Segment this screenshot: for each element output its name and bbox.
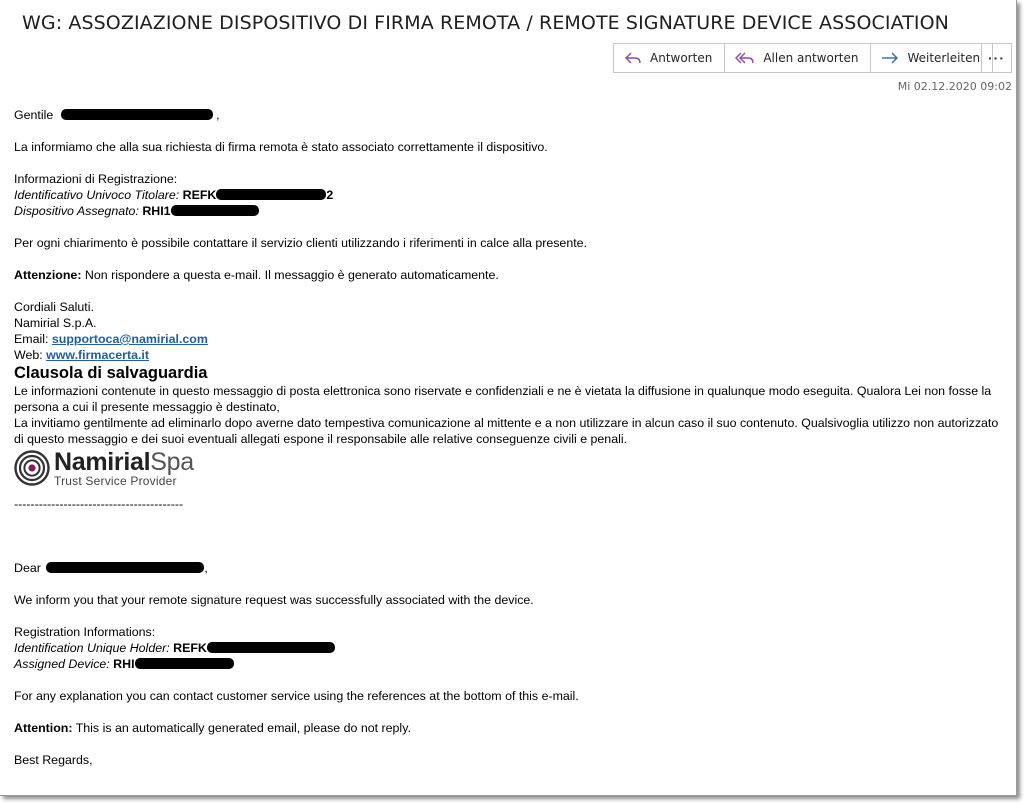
- reply-label: Antworten: [650, 51, 713, 65]
- support-email-link[interactable]: supportoca@namirial.com: [51, 332, 208, 346]
- en-greeting-line: [14, 560, 1009, 576]
- en-regards: Best Regards,: [14, 753, 93, 767]
- it-holder-suffix: 2: [326, 188, 334, 202]
- it-web-line: [14, 347, 1009, 363]
- message-actions: [614, 43, 993, 73]
- en-help: For any explanation you can contact customer service using the references at the bottom of this e-mail.: [14, 689, 579, 703]
- clause-paragraph-2: La invitiamo gentilmente ad eliminarlo dopo averne dato tempestiva comunicazione al mittente e a non utilizzare in alcun caso il suo contenuto. Qualsivoglia utilizzo non autorizzato di questo messaggio e dei suoi eventuali allegati espone il responsabile alle relative conseguenze civili e penali.: [14, 416, 999, 446]
- reply-icon: [624, 50, 642, 66]
- en-holder-line: [14, 640, 1009, 656]
- forward-arrow-icon: [881, 50, 899, 66]
- en-attention-label: Attention:: [14, 721, 73, 735]
- it-device-prefix: RHI1: [138, 204, 171, 218]
- clause-title: Clausola di salvaguardia: [14, 364, 208, 382]
- more-icon: ···: [988, 50, 1005, 66]
- it-device-label: Dispositivo Assegnato:: [14, 204, 139, 218]
- it-holder-prefix: REFK: [179, 188, 217, 202]
- en-holder-label: Identification Unique Holder:: [14, 641, 170, 655]
- namirial-target-icon: [14, 450, 50, 486]
- en-greeting-end: ,: [204, 561, 208, 575]
- en-attention-text: This is an automatically generated email, please do not reply.: [72, 721, 411, 735]
- en-device-line: [14, 656, 1009, 672]
- it-reg-heading: Informazioni di Registrazione:: [14, 172, 178, 186]
- it-company: Namirial S.p.A.: [14, 316, 97, 330]
- it-holder-label: Identificativo Univoco Titolare:: [14, 188, 180, 202]
- it-email-label: Email:: [14, 332, 52, 346]
- it-attention: [14, 267, 1009, 283]
- it-web-label: Web:: [14, 348, 47, 362]
- redacted-holder-id: [216, 189, 326, 200]
- forward-label: Weiterleiten: [907, 51, 981, 65]
- namirial-logo: [14, 450, 1009, 486]
- it-holder-line: [14, 187, 1009, 203]
- it-greeting-line: [14, 107, 1009, 123]
- it-intro: La informiamo che alla sua richiesta di firma remota è stato associato correttamente il dispositivo.: [14, 140, 548, 154]
- forward-button[interactable]: [870, 43, 993, 73]
- en-intro: We inform you that your remote signature request was successfully associated with the device.: [14, 593, 534, 607]
- redacted-name-en: [46, 562, 204, 573]
- it-help: Per ogni chiarimento è possibile contattare il servizio clienti utilizzando i riferimenti in calce alla presente.: [14, 236, 587, 250]
- clause-paragraph-1: Le informazioni contenute in questo messaggio di posta elettronica sono riservate e confidenziali e ne è vietata la diffusione in qualunque modo eseguita. Qualora Lei non fosse la persona a cui il presente messaggio è destinato,: [14, 384, 992, 414]
- separator-line: -----------------------------------------: [14, 497, 184, 511]
- message-date: Mi 02.12.2020 09:02: [897, 80, 1012, 93]
- en-device-label: Assigned Device:: [14, 657, 110, 671]
- en-holder-prefix: REFK: [169, 641, 207, 655]
- reply-button[interactable]: [613, 43, 725, 73]
- it-greeting: Gentile: [14, 108, 54, 122]
- redacted-device-id-en: [135, 658, 234, 669]
- it-regards: Cordiali Saluti.: [14, 300, 94, 314]
- redacted-name: [61, 109, 213, 120]
- it-device-line: [14, 203, 1009, 219]
- message-body: [14, 107, 1009, 768]
- en-device-prefix: RHI: [109, 657, 135, 671]
- logo-tagline: Trust Service Provider: [54, 474, 177, 488]
- logo-name-bold: Namirial: [54, 448, 151, 476]
- message-subject: WG: ASSOZIAZIONE DISPOSITIVO DI FIRMA REMOTA / REMOTE SIGNATURE DEVICE ASSOCIATION: [22, 12, 949, 34]
- it-greeting-end: ,: [212, 108, 220, 122]
- logo-name-light: Spa: [150, 448, 194, 476]
- it-attention-text: Non rispondere a questa e-mail. Il messaggio è generato automaticamente.: [81, 268, 499, 282]
- website-link[interactable]: www.firmacerta.it: [46, 348, 149, 362]
- it-email-line: [14, 331, 1009, 347]
- reply-all-icon: [735, 50, 755, 66]
- redacted-holder-id-en: [207, 642, 335, 653]
- it-attention-label: Attenzione:: [14, 268, 82, 282]
- en-greeting: Dear: [14, 561, 41, 575]
- en-attention: [14, 720, 1009, 736]
- reply-all-label: Allen antworten: [763, 51, 859, 65]
- en-reg-heading: Registration Informations:: [14, 625, 156, 639]
- redacted-device-id: [171, 205, 259, 216]
- reply-all-button[interactable]: [724, 43, 871, 73]
- more-actions-button[interactable]: [981, 43, 1012, 73]
